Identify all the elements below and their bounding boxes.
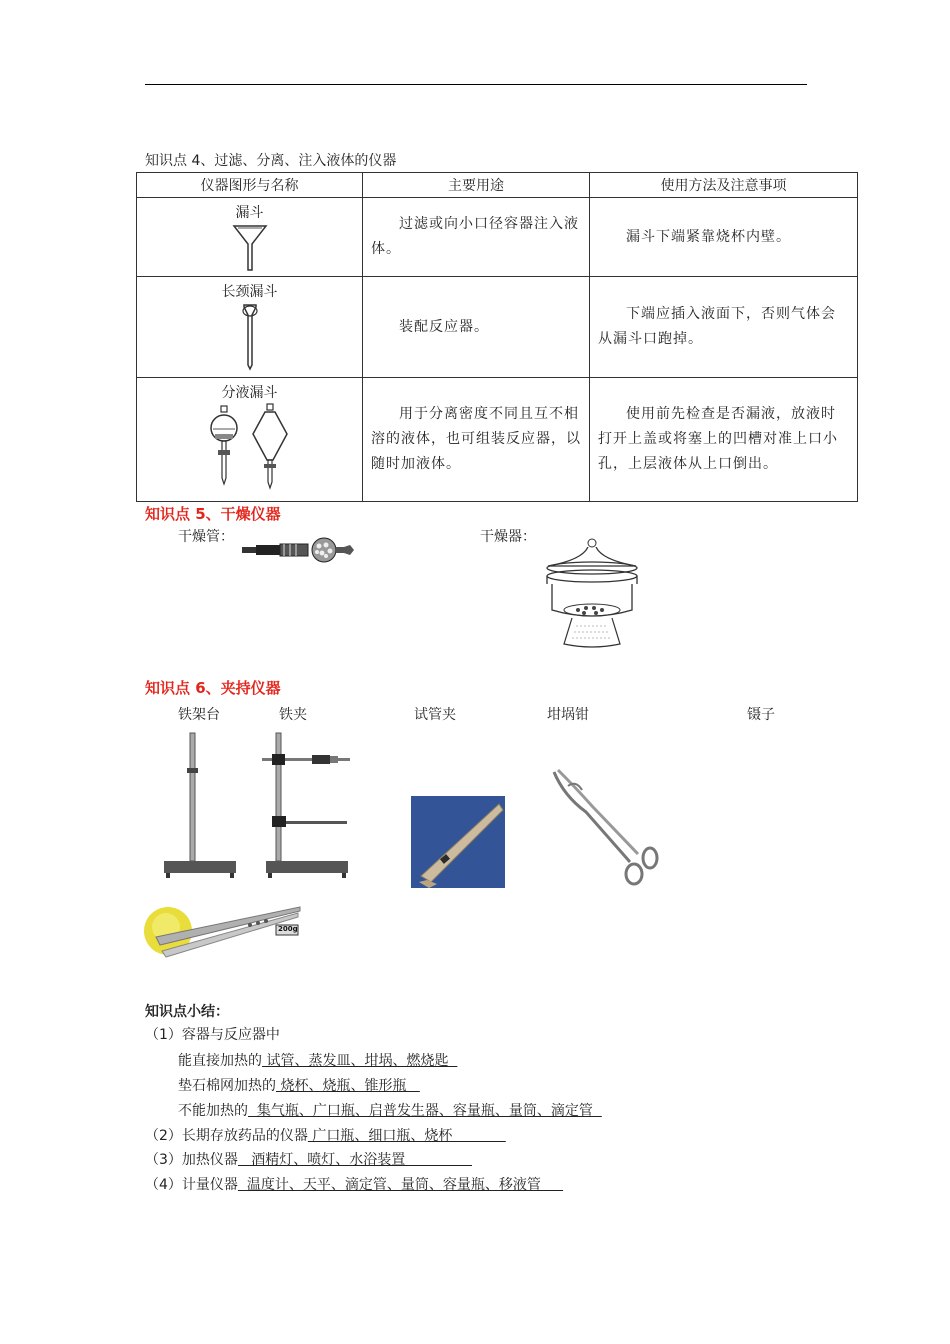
drying-tube-icon bbox=[240, 536, 360, 564]
drying-tube-label: 干燥管： bbox=[178, 529, 234, 545]
summary-no-heat bbox=[178, 1101, 602, 1121]
iron-clamp-label: 铁夹 bbox=[279, 707, 307, 723]
instrument-name: 分液漏斗 bbox=[221, 385, 278, 401]
instrument-name: 长颈漏斗 bbox=[221, 284, 278, 300]
summary-item4-prefix: （4）计量仪器 bbox=[145, 1177, 238, 1193]
summary-direct-prefix: 能直接加热的 bbox=[178, 1053, 262, 1069]
column-header: 使用方法及注意事项 bbox=[590, 173, 858, 198]
crucible-tongs-icon bbox=[550, 766, 662, 890]
summary-heading: 知识点小结： bbox=[145, 1004, 229, 1020]
section6-heading: 知识点 6、夹持仪器 bbox=[145, 679, 281, 697]
crucible-tongs-label: 坩埚钳 bbox=[547, 707, 589, 723]
instrument-name: 漏斗 bbox=[235, 205, 264, 221]
summary-item3-prefix: （3）加热仪器 bbox=[145, 1152, 238, 1168]
use-cell: 用于分离密度不同且互不相溶的液体，也可组装反应器，以随时加液体。 bbox=[363, 378, 590, 502]
summary-item-1: （1）容器与反应器中 bbox=[145, 1027, 280, 1043]
summary-item-2 bbox=[145, 1126, 506, 1146]
test-tube-holder-label: 试管夹 bbox=[414, 707, 456, 723]
instrument-cell bbox=[137, 378, 363, 502]
instrument-table bbox=[136, 172, 858, 502]
summary-gauze-answer: 烧杯、烧瓶、锥形瓶 bbox=[276, 1078, 420, 1094]
table-row bbox=[137, 198, 858, 277]
note-cell: 使用前先检查是否漏液，放液时打开上盖或将塞上的凹槽对准上口小孔，上层液体从上口倒出。 bbox=[590, 378, 858, 502]
header-rule bbox=[145, 84, 807, 85]
desiccator-icon bbox=[542, 538, 642, 650]
note-cell: 漏斗下端紧靠烧杯内壁。 bbox=[590, 198, 858, 277]
table-row bbox=[137, 378, 858, 502]
note-cell: 下端应插入液面下，否则气体会从漏斗口跑掉。 bbox=[590, 277, 858, 378]
instrument-cell bbox=[137, 277, 363, 378]
table-row bbox=[137, 277, 858, 378]
iron-stand-label: 铁架台 bbox=[178, 707, 220, 723]
instrument-cell bbox=[137, 198, 363, 277]
section4-heading: 知识点 4、过滤、分离、注入液体的仪器 bbox=[145, 153, 397, 169]
summary-direct-heat bbox=[178, 1051, 457, 1071]
desiccator-label: 干燥器： bbox=[480, 529, 536, 545]
summary-item-4 bbox=[145, 1175, 563, 1195]
separatory-funnel-icon bbox=[205, 402, 295, 492]
long-neck-funnel-icon bbox=[235, 301, 265, 371]
tweezers-icon bbox=[142, 895, 304, 971]
tweezers-label: 镊子 bbox=[747, 707, 775, 723]
test-tube-holder-icon bbox=[411, 796, 505, 888]
summary-noheat-prefix: 不能加热的 bbox=[178, 1103, 248, 1119]
iron-stand-icon bbox=[160, 730, 240, 882]
summary-item2-prefix: （2）长期存放药品的仪器 bbox=[145, 1128, 308, 1144]
funnel-icon bbox=[230, 222, 270, 272]
summary-item3-answer: 酒精灯、喷灯、水浴装置 bbox=[237, 1152, 473, 1168]
table-header-row bbox=[137, 173, 858, 198]
summary-noheat-answer: 集气瓶、广口瓶、启普发生器、容量瓶、量筒、滴定管 bbox=[248, 1103, 602, 1119]
summary-gauze-prefix: 垫石棉网加热的 bbox=[178, 1078, 276, 1094]
column-header: 仪器图形与名称 bbox=[137, 173, 363, 198]
summary-item-3 bbox=[145, 1150, 472, 1170]
summary-item2-answer: 广口瓶、细口瓶、烧杯 bbox=[307, 1128, 506, 1144]
summary-direct-answer: 试管、蒸发皿、坩埚、燃烧匙 bbox=[262, 1053, 458, 1069]
weight-label: 200g bbox=[278, 925, 298, 933]
summary-gauze-heat bbox=[178, 1076, 420, 1096]
use-cell: 过滤或向小口径容器注入液体。 bbox=[363, 198, 590, 277]
section5-heading: 知识点 5、干燥仪器 bbox=[145, 505, 281, 523]
summary-item4-answer: 温度计、天平、滴定管、量筒、容量瓶、移液管 bbox=[237, 1177, 564, 1193]
column-header: 主要用途 bbox=[363, 173, 590, 198]
iron-clamp-icon bbox=[262, 730, 354, 882]
use-cell: 装配反应器。 bbox=[363, 277, 590, 378]
